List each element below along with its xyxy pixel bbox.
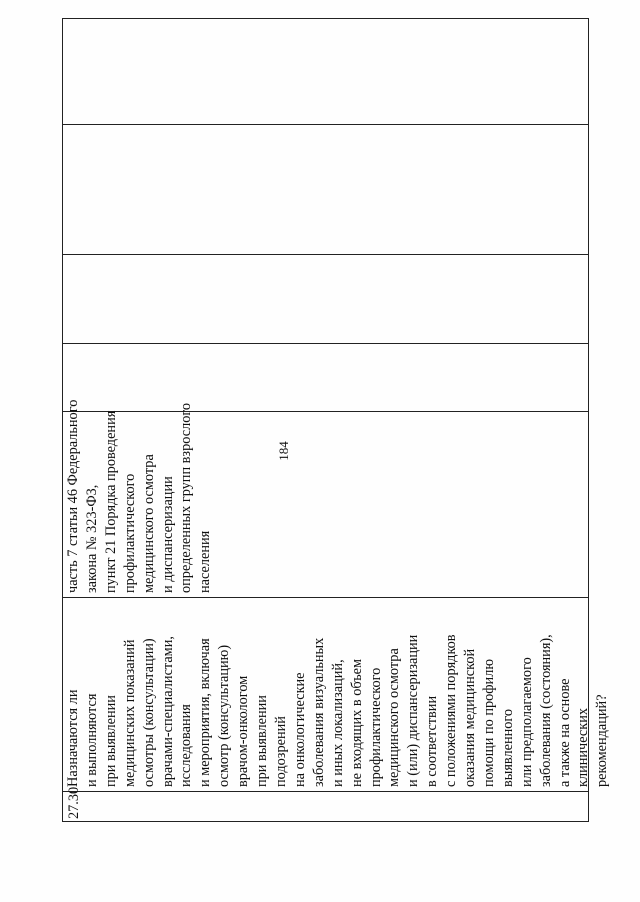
answer-no-cell — [63, 254, 588, 343]
question-text-line: врачом-онкологом — [235, 675, 252, 787]
legal-reference-line: и диспансеризации — [159, 476, 176, 593]
question-text-line: медицинского осмотра — [386, 648, 403, 787]
question-text-line: при выявлении — [254, 695, 271, 787]
question-text-line: помощи по профилю — [480, 658, 497, 787]
question-text-line: врачами-специалистами, — [159, 636, 176, 787]
question-text-line: на онкологические — [291, 672, 308, 787]
question-text-line: не входящих в объем — [348, 658, 365, 787]
question-text-line: с положениями порядков — [443, 634, 460, 787]
legal-reference-line: закона № 323-ФЗ, — [83, 484, 100, 593]
table-row — [62, 18, 611, 822]
question-text-line: медицинских показаний — [121, 639, 138, 787]
question-text-line: Назначаются ли — [65, 689, 81, 787]
page-number: 184 — [276, 441, 291, 461]
question-text-line: или предполагаемого — [518, 657, 535, 787]
question-text-line: оказания медицинской — [462, 648, 479, 787]
question-text-line: а также на основе — [556, 678, 573, 787]
question-text-line: подозрений — [272, 716, 289, 787]
question-text-line: выявленного — [499, 708, 516, 787]
legal-reference-line: населения — [197, 530, 214, 593]
question-text-line: осмотр (консультацию) — [216, 644, 233, 787]
row-number: 27.30 — [66, 786, 82, 819]
question-text-line: осмотры (консультации) — [140, 638, 157, 787]
question-text-line: и (или) диспансеризации — [405, 634, 422, 787]
legal-reference-line: медицинского осмотра — [140, 454, 157, 593]
legal-reference-line: пункт 21 Порядка проведения — [102, 410, 119, 593]
checklist-table — [62, 18, 611, 822]
question-text-line: профилактического — [367, 667, 384, 787]
question-text-line: в соответствии — [424, 695, 441, 787]
question-cell — [63, 597, 611, 791]
question-text-line: клинических — [575, 707, 592, 787]
question-text-line: при выявлении — [102, 695, 119, 787]
question-text-line: исследования — [178, 704, 195, 787]
answer-yes-cell — [63, 343, 588, 411]
question-text-line: рекомендаций? — [594, 694, 611, 787]
notes-cell — [63, 19, 588, 124]
legal-reference-line: часть 7 статьи 46 Федерального — [65, 399, 81, 593]
answer-na-cell — [63, 124, 588, 254]
row-number-cell — [63, 786, 588, 821]
question-text-line: заболевания (состояния), — [537, 634, 554, 787]
legal-reference-line: определенных групп взрослого — [178, 402, 195, 593]
question-text-line: и выполняются — [83, 693, 100, 787]
question-text-line: и иных локализаций, — [329, 659, 346, 787]
question-text-line: и мероприятия, включая — [197, 638, 214, 787]
question-text-line: заболевания визуальных — [310, 637, 327, 787]
legal-reference-cell — [63, 399, 588, 597]
legal-reference-line: профилактического — [121, 473, 138, 593]
